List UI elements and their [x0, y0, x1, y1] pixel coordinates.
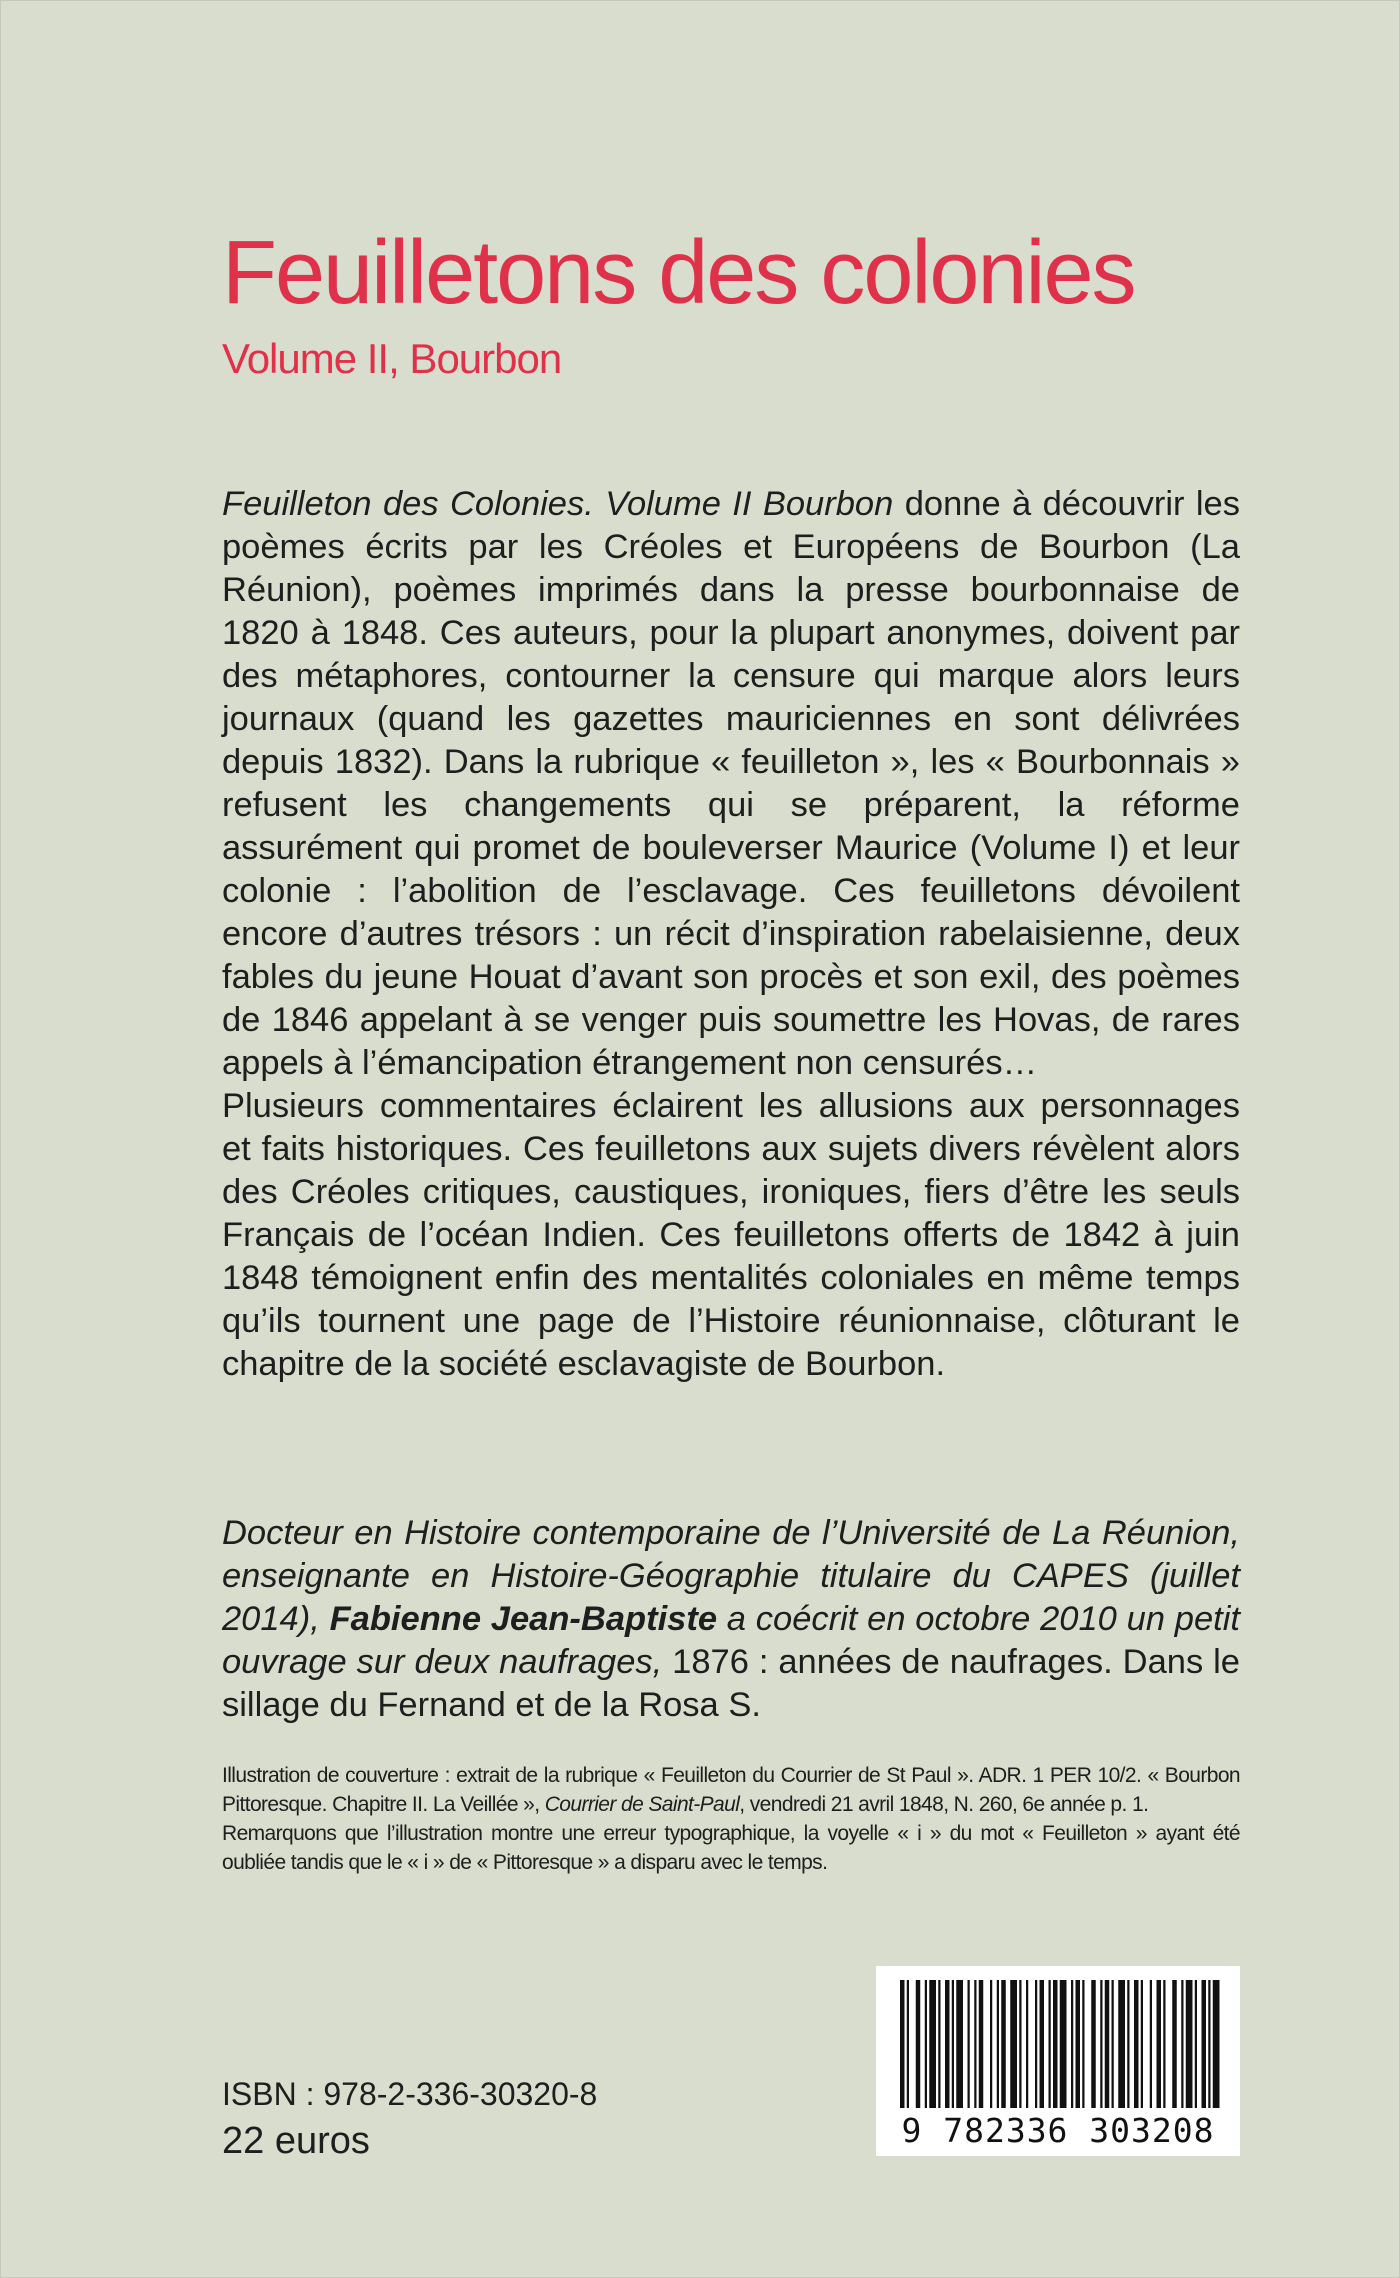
- book-subtitle: Volume II, Bourbon: [222, 335, 562, 382]
- author-bio-intro: Docteur en Histoire contemporaine de l’Université de La Réunion, enseignante en Histoire-Géographie titulaire du CAPES (juillet 2014),: [222, 1514, 1240, 1638]
- price: 22 euros: [222, 2120, 370, 2162]
- credits-date: , vendredi 21 avril 1848, N. 260, 6e année p. 1.: [739, 1793, 1149, 1816]
- author-bio-mid: a coécrit en octobre 2010 un petit ouvrage sur deux naufrages,: [222, 1600, 1240, 1681]
- book-title: Feuilletons des colonies: [222, 223, 1135, 323]
- credits-journal: Courrier de Saint-Paul: [544, 1793, 740, 1816]
- summary-paragraph-2: Plusieurs commentaires éclairent les allusions aux personnages et faits historiques. Ces feuilletons aux sujets divers révèlent alors des Créoles critiques, caustiques, ironiques, fiers d’être les seuls Français de l’océan Indien. Ces feuilletons offerts de 1842 à juin 1848 témoignent enfin des mentalités coloniales en même temps qu’ils tournent une page de l’Histoire réunionnaise, clôturant le chapitre de la société esclavagiste de Bourbon.: [222, 1087, 1240, 1383]
- barcode-digits: 9 782336 303208: [901, 2111, 1215, 2150]
- author-bio-end: 1876 : années de naufrages. Dans le sillage du Fernand et de la Rosa S.: [222, 1643, 1240, 1724]
- author-name: Fabienne Jean-Baptiste: [329, 1600, 718, 1638]
- credits-line-2: Remarquons que l’illustration montre une erreur typographique, la voyelle « i » du mot « Feuilleton » ayant été oubliée tandis que le « i » de « Pittoresque » a disparu avec le temps.: [222, 1822, 1240, 1874]
- isbn: ISBN : 978-2-336-30320-8: [222, 2076, 598, 2112]
- credits-source: Illustration de couverture : extrait de la rubrique « Feuilleton du Courrier de St Paul ». ADR. 1 PER 10/2. « Bourbon Pittoresque. Chapitre II. La Veillée »,: [222, 1764, 1240, 1816]
- summary-text: donne à découvrir les poèmes écrits par les Créoles et Européens de Bourbon (La Réunion), poèmes imprimés dans la presse bourbonnaise de 1820 à 1848. Ces auteurs, pour la plupart anonymes, doivent par des métaphores, contourner la censure qui marque alors leurs journaux (quand les gazettes mauriciennes en sont délivrées depuis 1832). Dans la rubrique « feuilleton », les « Bourbonnais » refusent les changements qui se préparent, la réforme assurément qui promet de bouleverser Maurice (Volume I) et leur colonie : l’abolition de l’esclavage. Ces feuilletons dévoilent encore d’autres trésors : un récit d’inspiration rabelaisienne, deux fables du jeune Houat d’avant son procès et son exil, des poèmes de 1846 appelant à se venger puis soumettre les Hovas, de rares appels à l’émancipation étrangement non censurés…: [222, 485, 1240, 1082]
- summary-book-reference: Feuilleton des Colonies. Volume II Bourbon: [222, 485, 894, 523]
